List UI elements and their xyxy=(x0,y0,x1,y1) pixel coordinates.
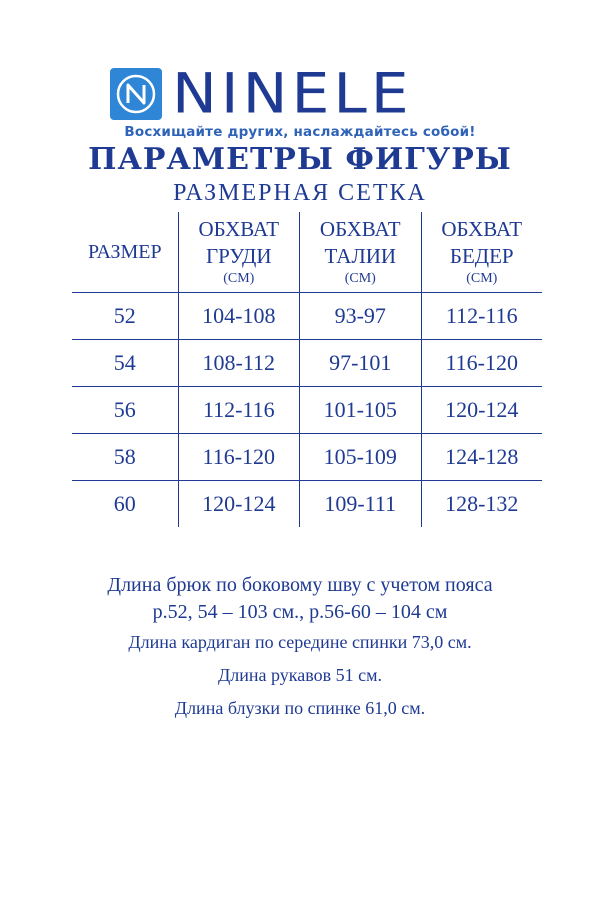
cell-hips: 128-132 xyxy=(445,491,519,516)
cell-size: 54 xyxy=(72,340,178,387)
cell-chest: 104-108 xyxy=(178,293,299,340)
header-hips-line2: БЕДЕР xyxy=(449,244,514,268)
header-hips xyxy=(421,212,542,293)
table-row xyxy=(72,293,542,340)
size-table xyxy=(72,212,542,527)
header-size xyxy=(72,212,178,293)
cell-chest: 120-124 xyxy=(178,481,299,528)
cell-hips: 116-120 xyxy=(445,350,518,375)
note-blouse-length: Длина блузки по спинке 61,0 см. xyxy=(174,698,426,718)
cell-waist: 105-109 xyxy=(300,434,421,481)
cell-size: 56 xyxy=(72,387,178,434)
page-subtitle: РАЗМЕРНАЯ СЕТКА xyxy=(173,180,427,206)
header-hips-unit: (СМ) xyxy=(466,271,498,286)
table-header-row xyxy=(72,212,542,293)
cell-chest: 116-120 xyxy=(178,434,299,481)
header-chest-unit: (СМ) xyxy=(223,271,255,286)
cell-waist: 101-105 xyxy=(300,387,421,434)
cell-hips: 120-124 xyxy=(445,397,519,422)
measurement-notes xyxy=(0,572,600,725)
cell-size: 60 xyxy=(72,481,178,528)
header-waist-unit: (СМ) xyxy=(344,271,376,286)
cell-chest: 108-112 xyxy=(178,340,299,387)
header-chest-line1: ОБХВАТ xyxy=(198,217,280,241)
brand-tagline: Восхищайте других, наслаждайтесь собой! xyxy=(124,124,476,140)
header-waist-line2: ТАЛИИ xyxy=(324,244,397,268)
cell-waist: 97-101 xyxy=(300,340,421,387)
page-title: ПАРАМЕТРЫ ФИГУРЫ xyxy=(88,142,512,177)
header-chest-line2: ГРУДИ xyxy=(206,244,272,268)
table-row xyxy=(72,481,542,528)
cell-size: 58 xyxy=(72,434,178,481)
cell-hips: 124-128 xyxy=(445,444,519,469)
table-row xyxy=(72,387,542,434)
cell-hips: 112-116 xyxy=(445,303,518,328)
header-waist-line1: ОБХВАТ xyxy=(319,217,401,241)
note-trousers-length: Длина брюк по боковому шву с учетом пояса xyxy=(107,574,493,596)
header-waist xyxy=(300,212,421,293)
note-cardigan-length: Длина кардиган по середине спинки 73,0 см. xyxy=(128,632,472,652)
cell-waist: 93-97 xyxy=(300,293,421,340)
table-row xyxy=(72,340,542,387)
header-chest xyxy=(178,212,299,293)
brand-name: NINELE xyxy=(172,61,413,127)
cell-size: 52 xyxy=(72,293,178,340)
cell-chest: 112-116 xyxy=(178,387,299,434)
note-trousers-sizes: р.52, 54 – 103 см., р.56-60 – 104 см xyxy=(152,601,448,623)
ninele-n-logo-icon xyxy=(110,68,162,120)
brand-logo xyxy=(110,61,510,127)
header-size-label: РАЗМЕР xyxy=(87,240,162,263)
table-row xyxy=(72,434,542,481)
note-sleeve-length: Длина рукавов 51 см. xyxy=(218,665,382,685)
cell-waist: 109-111 xyxy=(300,481,421,528)
header-hips-line1: ОБХВАТ xyxy=(441,217,523,241)
